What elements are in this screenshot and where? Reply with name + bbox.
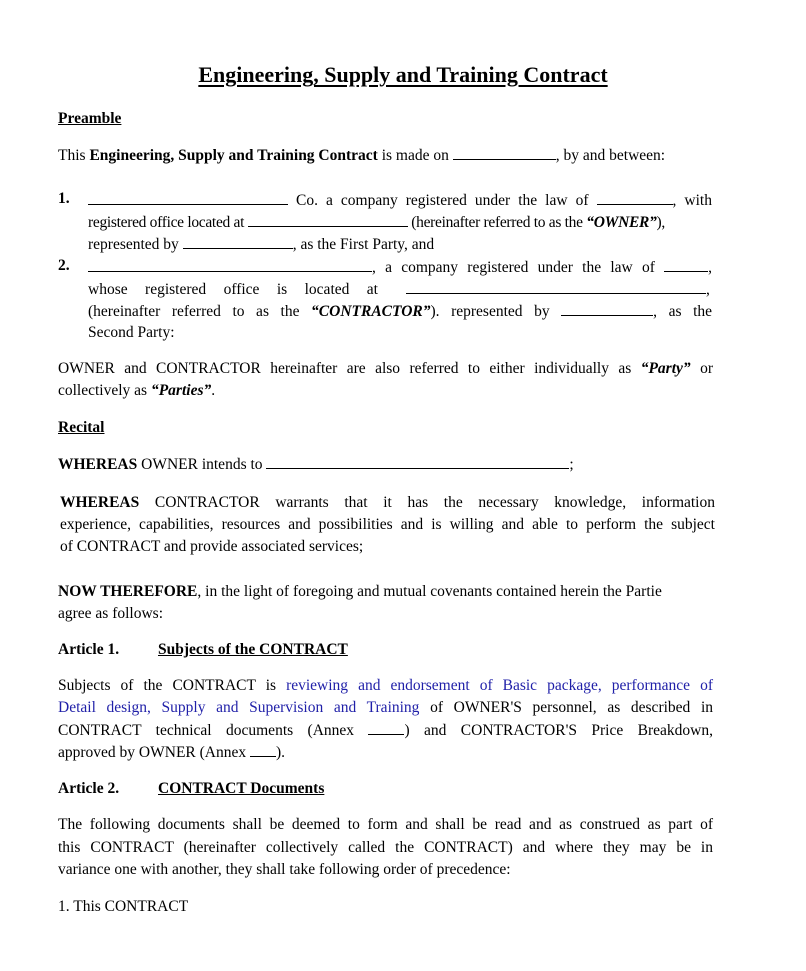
now-therefore-line2: agree as follows:	[58, 605, 164, 622]
intro-mid: is made on	[377, 147, 453, 164]
article1-line1	[58, 676, 713, 696]
article1-title: Subjects of the CONTRACT	[158, 641, 348, 658]
article2-title: CONTRACT Documents	[158, 780, 325, 797]
party1-text: Co. a company registered under the law of	[288, 192, 597, 209]
article2-heading	[58, 779, 324, 799]
whereas-text: OWNER intends to	[137, 456, 267, 473]
whereas-owner	[58, 454, 574, 475]
parties-text: OWNER and CONTRACTOR hereinafter are also referred to either individually as	[58, 360, 641, 377]
date-blank[interactable]	[453, 145, 556, 160]
parties-para-line2	[58, 381, 215, 401]
party2-text: ). represented by	[430, 303, 562, 320]
contractor-representative-blank[interactable]	[561, 301, 653, 316]
whereas-keyword: WHEREAS	[60, 494, 140, 511]
article1-text: of OWNER'S personnel, as described in	[419, 699, 713, 716]
article1-number: Article 1.	[58, 641, 120, 658]
party1-line1	[88, 190, 712, 211]
preamble-heading: Preamble	[58, 110, 122, 127]
article2-item1: 1. This CONTRACT	[58, 898, 189, 915]
now-therefore-text: , in the light of foregoing and mutual covenants contained herein the Partie	[197, 583, 662, 600]
party1-number: 1.	[58, 190, 70, 207]
intro-prefix: This	[58, 147, 90, 164]
article2-line1: The following documents shall be deemed to form and shall be read and as construed as part of	[58, 816, 713, 833]
whereas-keyword: WHEREAS	[58, 456, 138, 473]
parties-term: “Parties”	[150, 382, 212, 399]
party1-text: , as the First Party, and	[292, 236, 435, 253]
owner-office-blank[interactable]	[248, 212, 408, 227]
annex-price-blank[interactable]	[250, 742, 276, 757]
document-title: Engineering, Supply and Training Contract	[198, 62, 608, 87]
party2-line3	[88, 301, 712, 322]
owner-law-blank[interactable]	[597, 190, 673, 205]
contractor-company-blank[interactable]	[88, 257, 372, 272]
party2-text: , as the	[653, 303, 713, 320]
now-therefore-keyword: NOW THEREFORE	[58, 583, 198, 600]
party2-line2	[88, 279, 712, 300]
party2-text: ,	[708, 259, 712, 276]
party2-text: , a company registered under the law of	[372, 259, 665, 276]
article1-line2	[58, 698, 713, 718]
owner-intent-blank[interactable]	[266, 454, 569, 469]
article1-scope-highlight: reviewing and endorsement of Basic package, performance of	[286, 677, 713, 694]
owner-company-blank[interactable]	[88, 190, 288, 205]
article1-text: ) and CONTRACTOR'S Price Breakdown,	[404, 722, 713, 739]
article2-line2: this CONTRACT (hereinafter collectively called the CONTRACT) and where they may be in	[58, 839, 713, 856]
whereas-text: ;	[569, 456, 574, 473]
parties-text: collectively as	[58, 382, 151, 399]
party2-number: 2.	[58, 257, 70, 274]
intro-suffix: , by and between:	[555, 147, 666, 164]
article1-line3	[58, 720, 713, 741]
parties-para-line1	[58, 359, 713, 379]
party1-text: represented by	[88, 236, 183, 253]
whereas-contractor-line3: of CONTRACT and provide associated services;	[60, 538, 364, 555]
article1-text: approved by OWNER (Annex	[58, 744, 250, 761]
article1-text: CONTRACT technical documents (Annex	[58, 722, 369, 739]
article1-text: Subjects of the CONTRACT is	[58, 677, 287, 694]
article2-line3: variance one with another, they shall take following order of precedence:	[58, 861, 511, 878]
party-term: “Party”	[640, 360, 691, 377]
contract-name: Engineering, Supply and Training Contract	[89, 147, 378, 164]
party1-text: (hereinafter referred to as the	[407, 214, 587, 231]
party2-text: whose registered office is located at	[88, 281, 378, 298]
whereas-contractor-line1	[60, 493, 715, 513]
party1-line2	[88, 212, 665, 233]
party1-line3	[88, 234, 434, 255]
now-therefore-line1	[58, 582, 662, 602]
article1-text: ).	[275, 744, 286, 761]
contractor-role: “CONTRACTOR”	[311, 303, 431, 320]
parties-text: or	[690, 360, 713, 377]
party1-text: , with	[672, 192, 712, 209]
recital-heading: Recital	[58, 419, 105, 436]
annex-tech-blank[interactable]	[368, 720, 404, 735]
whereas-contractor-line2: experience, capabilities, resources and possibilities and is willing and able to perform the subject	[60, 516, 715, 533]
owner-role: “OWNER”	[586, 214, 657, 231]
contractor-office-blank[interactable]	[406, 279, 706, 294]
owner-representative-blank[interactable]	[183, 234, 293, 249]
article1-line4	[58, 742, 285, 763]
party1-text: ),	[656, 214, 665, 231]
article1-scope-highlight: Detail design, Supply and Supervision and Training	[58, 699, 420, 716]
contractor-law-blank[interactable]	[664, 257, 708, 272]
article2-number: Article 2.	[58, 780, 120, 797]
party2-text: ,	[706, 281, 710, 298]
whereas-text: CONTRACTOR warrants that it has the necessary knowledge, information	[139, 494, 715, 511]
party1-text: registered office located at	[88, 214, 248, 231]
party2-line1	[88, 257, 712, 278]
party2-text: (hereinafter referred to as the	[88, 303, 312, 320]
parties-text: .	[211, 382, 216, 399]
party2-line4: Second Party:	[88, 324, 175, 341]
preamble-intro	[58, 145, 665, 166]
article1-heading	[58, 640, 348, 660]
